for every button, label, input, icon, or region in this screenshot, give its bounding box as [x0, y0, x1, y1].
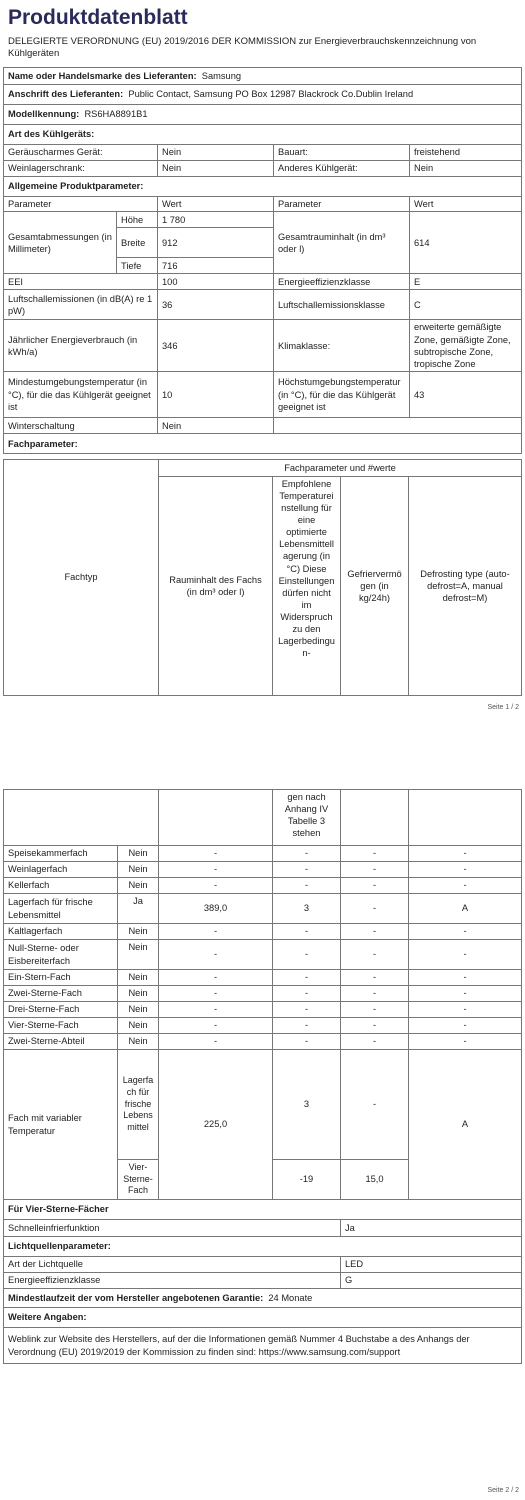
value-low-noise: Nein: [158, 145, 274, 161]
compartment-present: Nein: [118, 846, 159, 862]
compartment-name: Speisekammerfach: [4, 846, 118, 862]
compartment-present: Nein: [118, 1002, 159, 1018]
header-compartment-type: Fachtyp: [4, 460, 159, 696]
compartment-present: Nein: [118, 940, 159, 970]
label-design: Bauart:: [274, 145, 410, 161]
value-light-type: LED: [341, 1257, 522, 1273]
header-freezing-capacity: Gefriervermögen (in kg/24h): [341, 477, 409, 696]
supplier-address-row: Anschrift des Lieferanten: Public Contact, Samsung PO Box 12987 Blackrock Co.Dublin Ireland: [4, 85, 522, 105]
regulation-subtitle: DELEGIERTE VERORDNUNG (EU) 2019/2016 DER KOMMISSION zur Energieverbrauchskennzeichnung von Kühlgeräten: [8, 36, 477, 60]
value-annual-energy: 346: [158, 320, 274, 372]
value-height: 1 780: [158, 212, 274, 228]
compartment-freeze: -: [341, 1002, 409, 1018]
header-defrost-type: Defrosting type (auto-defrost=A, manual defrost=M): [409, 477, 522, 696]
compartment-temp: -: [273, 846, 341, 862]
compartment-volume: -: [159, 1034, 273, 1050]
compartment-present: Nein: [118, 986, 159, 1002]
compartment-freeze: -: [341, 1018, 409, 1034]
compartment-present: Nein: [118, 862, 159, 878]
page-number-1: Seite 1 / 2: [487, 704, 519, 711]
compartment-volume: -: [159, 986, 273, 1002]
section-general-params: Allgemeine Produktparameter:: [4, 177, 522, 197]
label-low-noise: Geräuscharmes Gerät:: [4, 145, 158, 161]
compartment-present: Nein: [118, 1034, 159, 1050]
compartment-freeze: -: [341, 940, 409, 970]
label-annual-energy: Jährlicher Energieverbrauch (in kWh/a): [4, 320, 158, 372]
compartment-freeze: -: [341, 986, 409, 1002]
value-depth: 716: [158, 258, 274, 274]
header-recommended-temp: Empfohlene Temperatureinstellung für eine optimierte Lebensmittellagerung (in °C) Diese Einstellungen dürfen nicht im Widerspruch zu den Lagerbedingun-: [273, 477, 341, 696]
compartment-defrost: A: [409, 894, 522, 924]
compartment-temp: -: [273, 862, 341, 878]
value-quick-freeze: Ja: [341, 1220, 522, 1237]
label-winter-switch: Winterschaltung: [4, 418, 158, 434]
variable-temp-1: 3: [273, 1050, 341, 1160]
label-width: Breite: [117, 228, 158, 258]
compartment-row: [4, 986, 522, 1002]
compartment-table-page2: [3, 789, 522, 1364]
compartment-header-page1: [3, 459, 522, 696]
section-further-info: Weitere Angaben:: [4, 1308, 522, 1328]
label-depth: Tiefe: [117, 258, 158, 274]
compartment-row: [4, 970, 522, 986]
compartment-temp: -: [273, 878, 341, 894]
value-eei: 100: [158, 274, 274, 290]
header-compartment-group: Fachparameter und #werte: [159, 460, 522, 477]
label-total-volume: Gesamtrauminhalt (in dm³ oder l): [274, 212, 410, 274]
value-width: 912: [158, 228, 274, 258]
compartment-temp: 3: [273, 894, 341, 924]
compartment-volume: -: [159, 862, 273, 878]
compartment-defrost: -: [409, 986, 522, 1002]
value-total-volume: 614: [410, 212, 522, 274]
value-noise-class: C: [410, 290, 522, 320]
label-noise: Luftschallemissionen (in dB(A) re 1 pW): [4, 290, 158, 320]
compartment-name: Kaltlagerfach: [4, 924, 118, 940]
compartment-row: [4, 1034, 522, 1050]
label-noise-class: Luftschallemissionsklasse: [274, 290, 410, 320]
header-value: Wert: [158, 197, 274, 212]
label-max-temp: Höchstumgebungstemperatur (in °C), für die das Kühlgerät geeignet ist: [274, 372, 410, 418]
compartment-name: Drei-Sterne-Fach: [4, 1002, 118, 1018]
label-light-class: Energieeffizienzklasse: [4, 1273, 341, 1289]
header-volume: Rauminhalt des Fachs (in dm³ oder l): [159, 477, 273, 696]
compartment-row: [4, 924, 522, 940]
section-four-star: Für Vier-Sterne-Fächer: [4, 1200, 522, 1220]
header-recommended-temp-cont: gen nach Anhang IV Tabelle 3 stehen: [273, 790, 341, 846]
compartment-defrost: -: [409, 878, 522, 894]
product-table-page1: [3, 67, 522, 454]
header-value-2: Wert: [410, 197, 522, 212]
value-other-appliance: Nein: [410, 161, 522, 177]
compartment-name: Weinlagerfach: [4, 862, 118, 878]
label-eei: EEI: [4, 274, 158, 290]
continued-cell: [4, 790, 159, 846]
compartment-volume: -: [159, 970, 273, 986]
section-appliance-type: Art des Kühlgeräts:: [4, 125, 522, 145]
variable-compartment-name: Fach mit variabler Temperatur: [4, 1050, 118, 1200]
compartment-defrost: -: [409, 1002, 522, 1018]
compartment-freeze: -: [341, 878, 409, 894]
continued-cell: [159, 790, 273, 846]
compartment-volume: -: [159, 878, 273, 894]
compartment-row: [4, 846, 522, 862]
continued-cell: [341, 790, 409, 846]
value-design: freistehend: [410, 145, 522, 161]
value-light-class: G: [341, 1273, 522, 1289]
compartment-freeze: -: [341, 894, 409, 924]
compartment-temp: -: [273, 1034, 341, 1050]
compartment-row: [4, 862, 522, 878]
compartment-freeze: -: [341, 846, 409, 862]
value-wine-cabinet: Nein: [158, 161, 274, 177]
variable-sub-fourstar: Vier-Sterne-Fach: [118, 1160, 159, 1200]
compartment-row: [4, 1018, 522, 1034]
label-dimensions: Gesamtabmessungen (in Millimeter): [4, 212, 117, 274]
compartment-present: Nein: [118, 924, 159, 940]
value-noise: 36: [158, 290, 274, 320]
compartment-temp: -: [273, 1002, 341, 1018]
compartment-defrost: -: [409, 970, 522, 986]
variable-freeze-2: 15,0: [341, 1160, 409, 1200]
compartment-present: Nein: [118, 1018, 159, 1034]
compartment-present: Ja: [118, 894, 159, 924]
compartment-name: Kellerfach: [4, 878, 118, 894]
label-other-appliance: Anderes Kühlgerät:: [274, 161, 410, 177]
label-quick-freeze: Schnelleinfrierfunktion: [4, 1220, 341, 1237]
supplier-name-row: Name oder Handelsmarke des Lieferanten: Samsung: [4, 68, 522, 85]
compartment-present: Nein: [118, 970, 159, 986]
compartment-freeze: -: [341, 970, 409, 986]
compartment-temp: -: [273, 986, 341, 1002]
compartment-temp: -: [273, 970, 341, 986]
label-light-type: Art der Lichtquelle: [4, 1257, 341, 1273]
compartment-volume: -: [159, 1018, 273, 1034]
label-min-temp: Mindestumgebungstemperatur (in °C), für die das Kühlgerät geeignet ist: [4, 372, 158, 418]
compartment-name: Lagerfach für frische Lebensmittel: [4, 894, 118, 924]
variable-temp-2: -19: [273, 1160, 341, 1200]
compartment-volume: -: [159, 940, 273, 970]
compartment-freeze: -: [341, 862, 409, 878]
page-title: Produktdatenblatt: [8, 6, 188, 29]
warranty-row: Mindestlaufzeit der vom Hersteller angebotenen Garantie: 24 Monate: [4, 1289, 522, 1308]
label-wine-cabinet: Weinlagerschrank:: [4, 161, 158, 177]
empty-cell: [274, 418, 522, 434]
compartment-freeze: -: [341, 924, 409, 940]
label-climate-class: Klimaklasse:: [274, 320, 410, 372]
compartment-defrost: -: [409, 1018, 522, 1034]
compartment-volume: -: [159, 1002, 273, 1018]
compartment-row: [4, 894, 522, 924]
value-max-temp: 43: [410, 372, 522, 418]
compartment-defrost: -: [409, 1034, 522, 1050]
compartment-row: [4, 878, 522, 894]
compartment-volume: 389,0: [159, 894, 273, 924]
value-climate-class: erweiterte gemäßigte Zone, gemäßigte Zone, subtropische Zone, tropische Zone: [410, 320, 522, 372]
compartment-present: Nein: [118, 878, 159, 894]
header-parameter-2: Parameter: [274, 197, 410, 212]
model-row: Modellkennung: RS6HA8891B1: [4, 105, 522, 125]
value-min-temp: 10: [158, 372, 274, 418]
compartment-name: Vier-Sterne-Fach: [4, 1018, 118, 1034]
variable-freeze-1: -: [341, 1050, 409, 1160]
compartment-name: Zwei-Sterne-Abteil: [4, 1034, 118, 1050]
value-winter-switch: Nein: [158, 418, 274, 434]
compartment-volume: -: [159, 924, 273, 940]
compartment-temp: -: [273, 940, 341, 970]
value-energy-class: E: [410, 274, 522, 290]
further-info-text: Weblink zur Website des Herstellers, auf der die Informationen gemäß Nummer 4 Buchstabe a des Anhangs der Verordnung (EU) 2019/2019 der Kommission zu finden sind: https://www.samsung.com/support: [4, 1328, 522, 1364]
compartment-defrost: -: [409, 940, 522, 970]
label-energy-class: Energieeffizienzklasse: [274, 274, 410, 290]
section-compartment-params: Fachparameter:: [4, 434, 522, 454]
section-light-source: Lichtquellenparameter:: [4, 1237, 522, 1257]
compartment-volume: -: [159, 846, 273, 862]
compartment-defrost: -: [409, 846, 522, 862]
compartment-row: [4, 940, 522, 970]
compartment-defrost: -: [409, 924, 522, 940]
compartment-name: Zwei-Sterne-Fach: [4, 986, 118, 1002]
compartment-name: Null-Sterne- oder Eisbereiterfach: [4, 940, 118, 970]
label-height: Höhe: [117, 212, 158, 228]
compartment-name: Ein-Stern-Fach: [4, 970, 118, 986]
header-parameter: Parameter: [4, 197, 158, 212]
compartment-temp: -: [273, 1018, 341, 1034]
compartment-freeze: -: [341, 1034, 409, 1050]
compartment-temp: -: [273, 924, 341, 940]
continued-cell: [409, 790, 522, 846]
variable-sub-fresh: Lagerfach für frische Lebensmittel: [118, 1050, 159, 1160]
variable-volume: 225,0: [159, 1050, 273, 1200]
page-number-2: Seite 2 / 2: [487, 1487, 519, 1494]
compartment-defrost: -: [409, 862, 522, 878]
compartment-row: [4, 1002, 522, 1018]
variable-defrost: A: [409, 1050, 522, 1200]
